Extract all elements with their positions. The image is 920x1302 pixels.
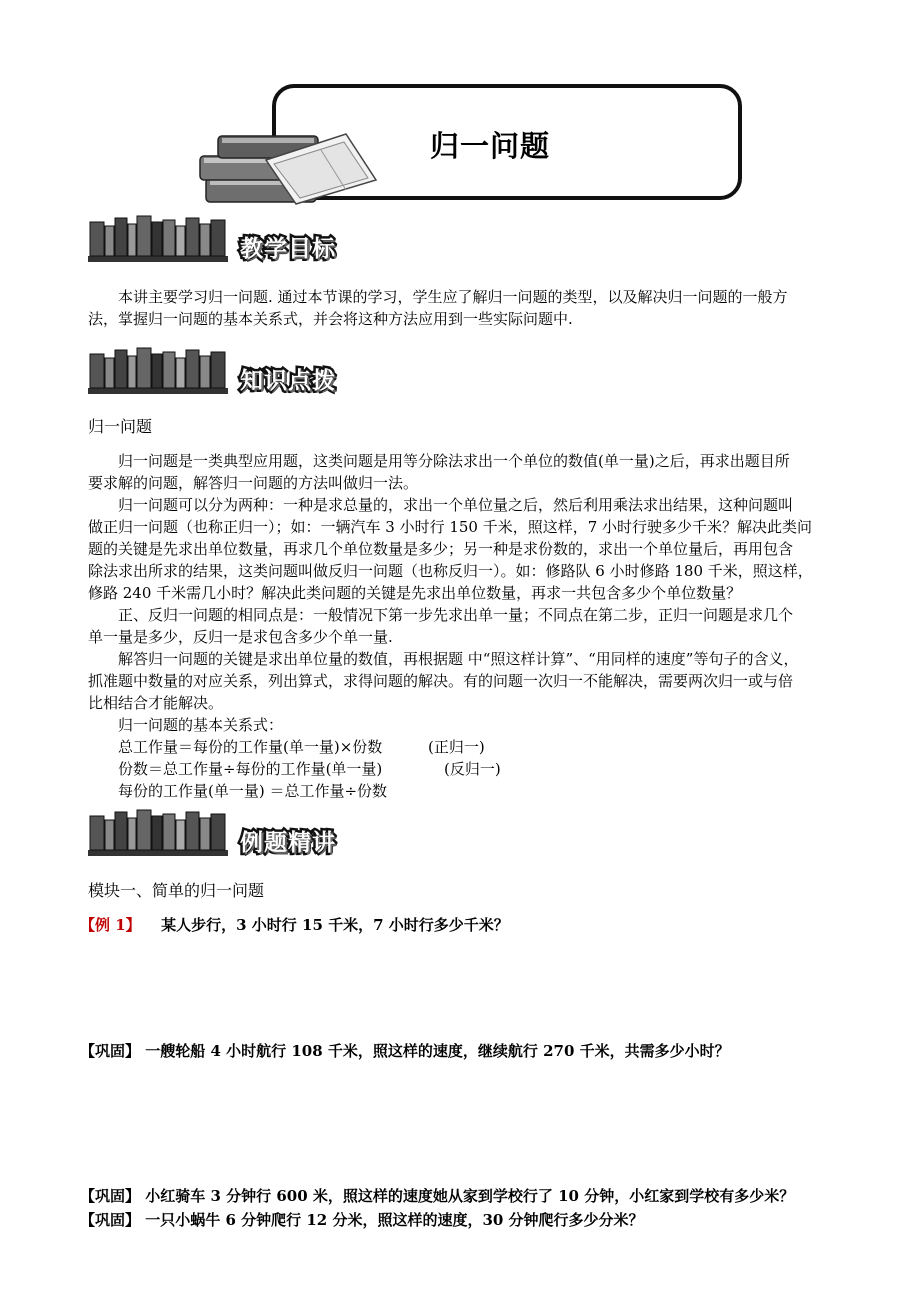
section-title-objectives: 教学目标 (240, 236, 336, 262)
consolidate-2-label: 【巩固】 (80, 1187, 141, 1205)
knowledge-p4-l2: 抓准题中数量的对应关系，列出算式，求得问题的解决。有的问题一次归一不能解决，需要两次归一或与倍 (88, 672, 794, 690)
section-title-knowledge: 知识点拨 (240, 368, 336, 394)
knowledge-p2-l5: 修路 240 千米需几小时？解决此类问题的关键是先求出单位数量，再求一共包含多少个单位数量？ (88, 584, 742, 602)
knowledge-p2-l2: 做正归一问题（也称正归一）；如：一辆汽车 3 小时行 150 千米，照这样，7 小时行驶多少千米？解决此类问 (88, 518, 813, 536)
formula-2: 份数＝总工作量÷每份的工作量(单一量) (118, 760, 383, 778)
knowledge-p1-l2: 要求解的问题，解答归一问题的方法叫做归一法。 (88, 474, 419, 492)
example-1-label: 【例 1】 (80, 916, 141, 934)
objectives-line-1: 本讲主要学习归一问题. 通过本节课的学习，学生应了解归一问题的类型，以及解决归一问题的一般方 (118, 288, 788, 306)
consolidate-3-label: 【巩固】 (80, 1211, 141, 1229)
bookshelf-icon (88, 212, 228, 262)
books-illustration (196, 120, 396, 210)
knowledge-p4-l3: 比相结合才能解决。 (88, 694, 224, 712)
section-title-examples: 例题精讲 (240, 830, 336, 856)
formula-intro: 归一问题的基本关系式： (118, 716, 284, 734)
knowledge-p3-l1: 正、反归一问题的相同点是：一般情况下第一步先求出单一量；不同点在第二步，正归一问题是求几个 (118, 606, 794, 624)
example-1-text: 某人步行，3 小时行 15 千米，7 小时行多少千米？ (161, 916, 509, 934)
bookshelf-icon (88, 806, 228, 856)
formula-2-note: (反归一) (444, 760, 501, 778)
module-heading: 模块一、简单的归一问题 (88, 881, 265, 900)
consolidate-3-text: 一只小蜗牛 6 分钟爬行 12 分米，照这样的速度，30 分钟爬行多少分米？ (145, 1211, 644, 1229)
page-title: 归一问题 (430, 129, 551, 163)
consolidate-2-text: 小红骑车 3 分钟行 600 米，照这样的速度她从家到学校行了 10 分钟，小红家到学校有多少米？ (145, 1187, 795, 1205)
knowledge-p1-l1: 归一问题是一类典型应用题，这类问题是用等分除法求出一个单位的数值(单一量)之后，再求出题目所 (118, 452, 790, 470)
knowledge-p2-l3: 题的关键是先求出单位数量，再求几个单位数量是多少；另一种是求份数的，求出一个单位量后，再用包含 (88, 540, 794, 558)
knowledge-p3-l2: 单一量是多少，反归一是求包含多少个单一量. (88, 628, 393, 646)
formula-1-note: (正归一) (428, 738, 485, 756)
formula-1: 总工作量＝每份的工作量(单一量)×份数 (118, 738, 383, 756)
bookshelf-icon (88, 344, 228, 394)
formula-3: 每份的工作量(单一量) ＝总工作量÷份数 (118, 782, 388, 800)
knowledge-heading: 归一问题 (88, 417, 153, 436)
knowledge-p4-l1: 解答归一问题的关键是求出单位量的数值，再根据题 中“照这样计算”、“用同样的速度”等句子的含义， (118, 650, 799, 668)
knowledge-p2-l4: 除法求出所求的结果，这类问题叫做反归一问题（也称反归一）。如：修路队 6 小时修路 180 千米，照这样， (88, 562, 813, 580)
consolidate-1-label: 【巩固】 (80, 1042, 141, 1060)
consolidate-1-text: 一艘轮船 4 小时航行 108 千米，照这样的速度，继续航行 270 千米，共需多少小时？ (145, 1042, 730, 1060)
knowledge-p2-l1: 归一问题可以分为两种：一种是求总量的，求出一个单位量之后，然后利用乘法求出结果，这种问题叫 (118, 496, 794, 514)
objectives-line-2: 法，掌握归一问题的基本关系式，并会将这种方法应用到一些实际问题中. (88, 310, 573, 328)
